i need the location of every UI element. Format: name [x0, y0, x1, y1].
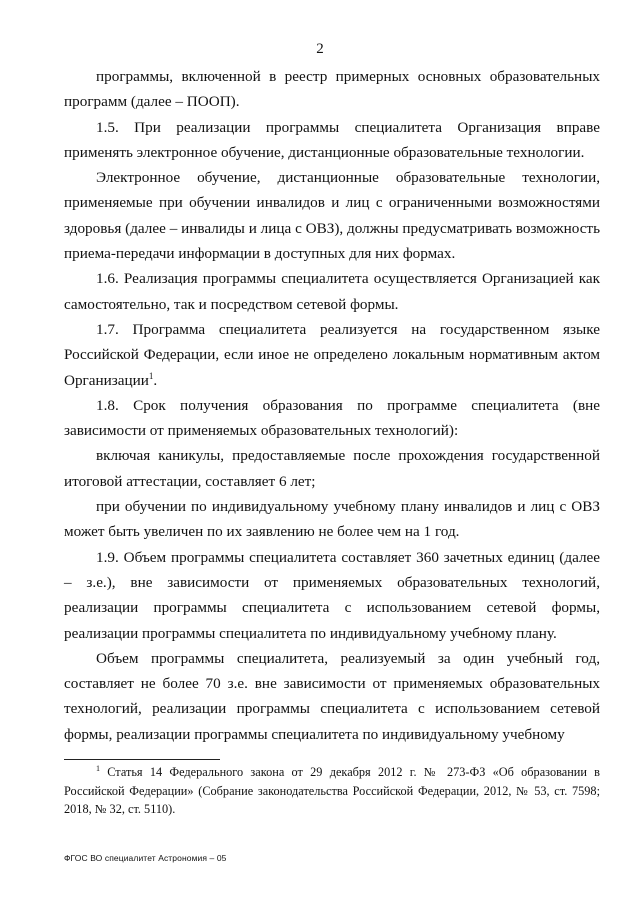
- paragraph-1-7-end: .: [153, 371, 158, 389]
- paragraph-1-8: 1.8. Срок получения образования по программе специалитета (вне зависимости от применяемых образовательных технологий):: [64, 396, 600, 440]
- paragraph-duration-individual: при обучении по индивидуальному учебному плану инвалидов и лиц с ОВЗ может быть увеличен по их заявлению не более чем на 1 год.: [64, 498, 600, 541]
- paragraph-annual-volume: Объем программы специалитета, реализуемый за один учебный год, составляет не более 70 з.е. вне зависимости от применяемых образовательных технологий, реализации программы специалитета с использованием сетевой формы, реализации программы специалитета по индивидуальному учебному: [64, 649, 600, 743]
- paragraph-1-5: 1.5. При реализации программы специалитета Организация вправе применять электронное обучение, дистанционные образовательные технологии.: [64, 118, 600, 161]
- paragraph-1-9: 1.9. Объем программы специалитета составляет 360 зачетных единиц (далее – з.е.), вне зависимости от применяемых образовательных технологий, реализации программы специалитета с использованием сетевой формы, реализации программы специалитета по индивидуальному учебному плану.: [64, 548, 600, 642]
- paragraph-1-6: 1.6. Реализация программы специалитета осуществляется Организацией как самостоятельно, так и посредством сетевой формы.: [64, 270, 600, 313]
- paragraph-1-7-text: 1.7. Программа специалитета реализуется на государственном языке Российской Федерации, если иное не определено локальным нормативным актом Организации: [64, 320, 600, 389]
- document-body: [64, 64, 600, 747]
- footnote-separator: [64, 759, 220, 760]
- footnote: [64, 763, 600, 819]
- paragraph-e-learning: Электронное обучение, дистанционные образовательные технологии, применяемые при обучении инвалидов и лиц с ограниченными возможностями здоровья (далее – инвалиды и лица с ОВЗ), должны предусматривать возможность приема-передачи информации в доступных для них формах.: [64, 169, 600, 263]
- paragraph-poop-continuation: программы, включенной в реестр примерных основных образовательных программ (далее – ПООП).: [64, 68, 600, 111]
- footnote-marker: 1: [96, 764, 100, 773]
- footnote-text: Статья 14 Федерального закона от 29 декабря 2012 г. № 273-ФЗ «Об образовании в Российской Федерации» (Собрание законодательства Российской Федерации, 2012, № 53, ст. 7598; 2018, № 32, ст. 5110).: [64, 765, 600, 816]
- paragraph-duration-full-time: включая каникулы, предоставляемые после прохождения государственной итоговой аттестации, составляет 6 лет;: [64, 447, 600, 490]
- page-number: 2: [316, 41, 324, 57]
- footnote-reference[interactable]: 1: [148, 370, 154, 381]
- paragraph-1-7: [64, 317, 600, 393]
- document-footer-label: ФГОС ВО специалитет Астрономия – 05: [64, 853, 227, 863]
